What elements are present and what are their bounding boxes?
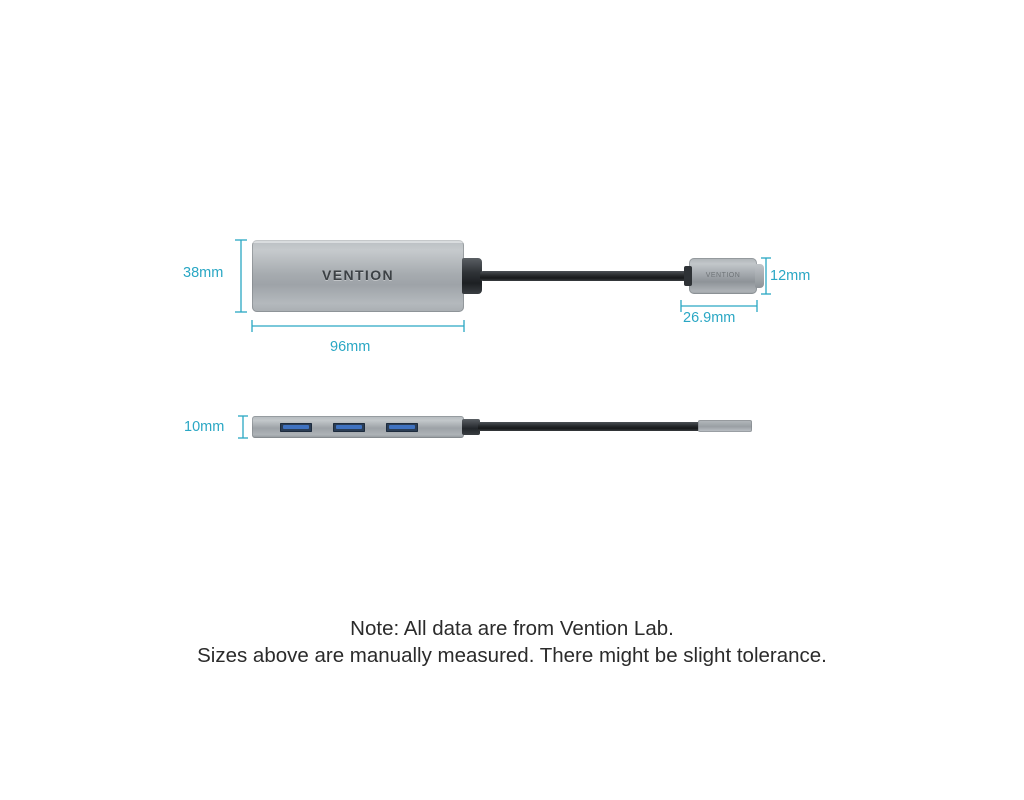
dimension-connector-width-label: 12mm: [770, 268, 811, 284]
note-line-1: Note: All data are from Vention Lab.: [350, 617, 674, 640]
cable-top-view: [480, 271, 695, 281]
brand-logo: VENTION: [321, 267, 395, 283]
connector-brand-label: VENTION: [705, 272, 741, 279]
usb-c-plug-tip: [755, 264, 764, 288]
usb-port-1: [280, 423, 312, 432]
usb-port-2: [333, 423, 365, 432]
usb-c-connector-top-view: [689, 258, 757, 294]
dimension-connector-length-label: 26.9mm: [683, 310, 736, 326]
cable-side-view: [478, 422, 700, 431]
usb-c-connector-side-view: [698, 420, 752, 432]
hub-body-top-view: [252, 240, 464, 312]
dimension-thickness-label: 10mm: [184, 419, 225, 435]
cable-strain-relief-top: [462, 258, 482, 294]
usb-port-3: [386, 423, 418, 432]
dimension-height-label: 38mm: [183, 265, 224, 281]
note-line-2: Sizes above are manually measured. There might be slight tolerance.: [197, 644, 827, 667]
dimension-length-label: 96mm: [330, 339, 371, 355]
